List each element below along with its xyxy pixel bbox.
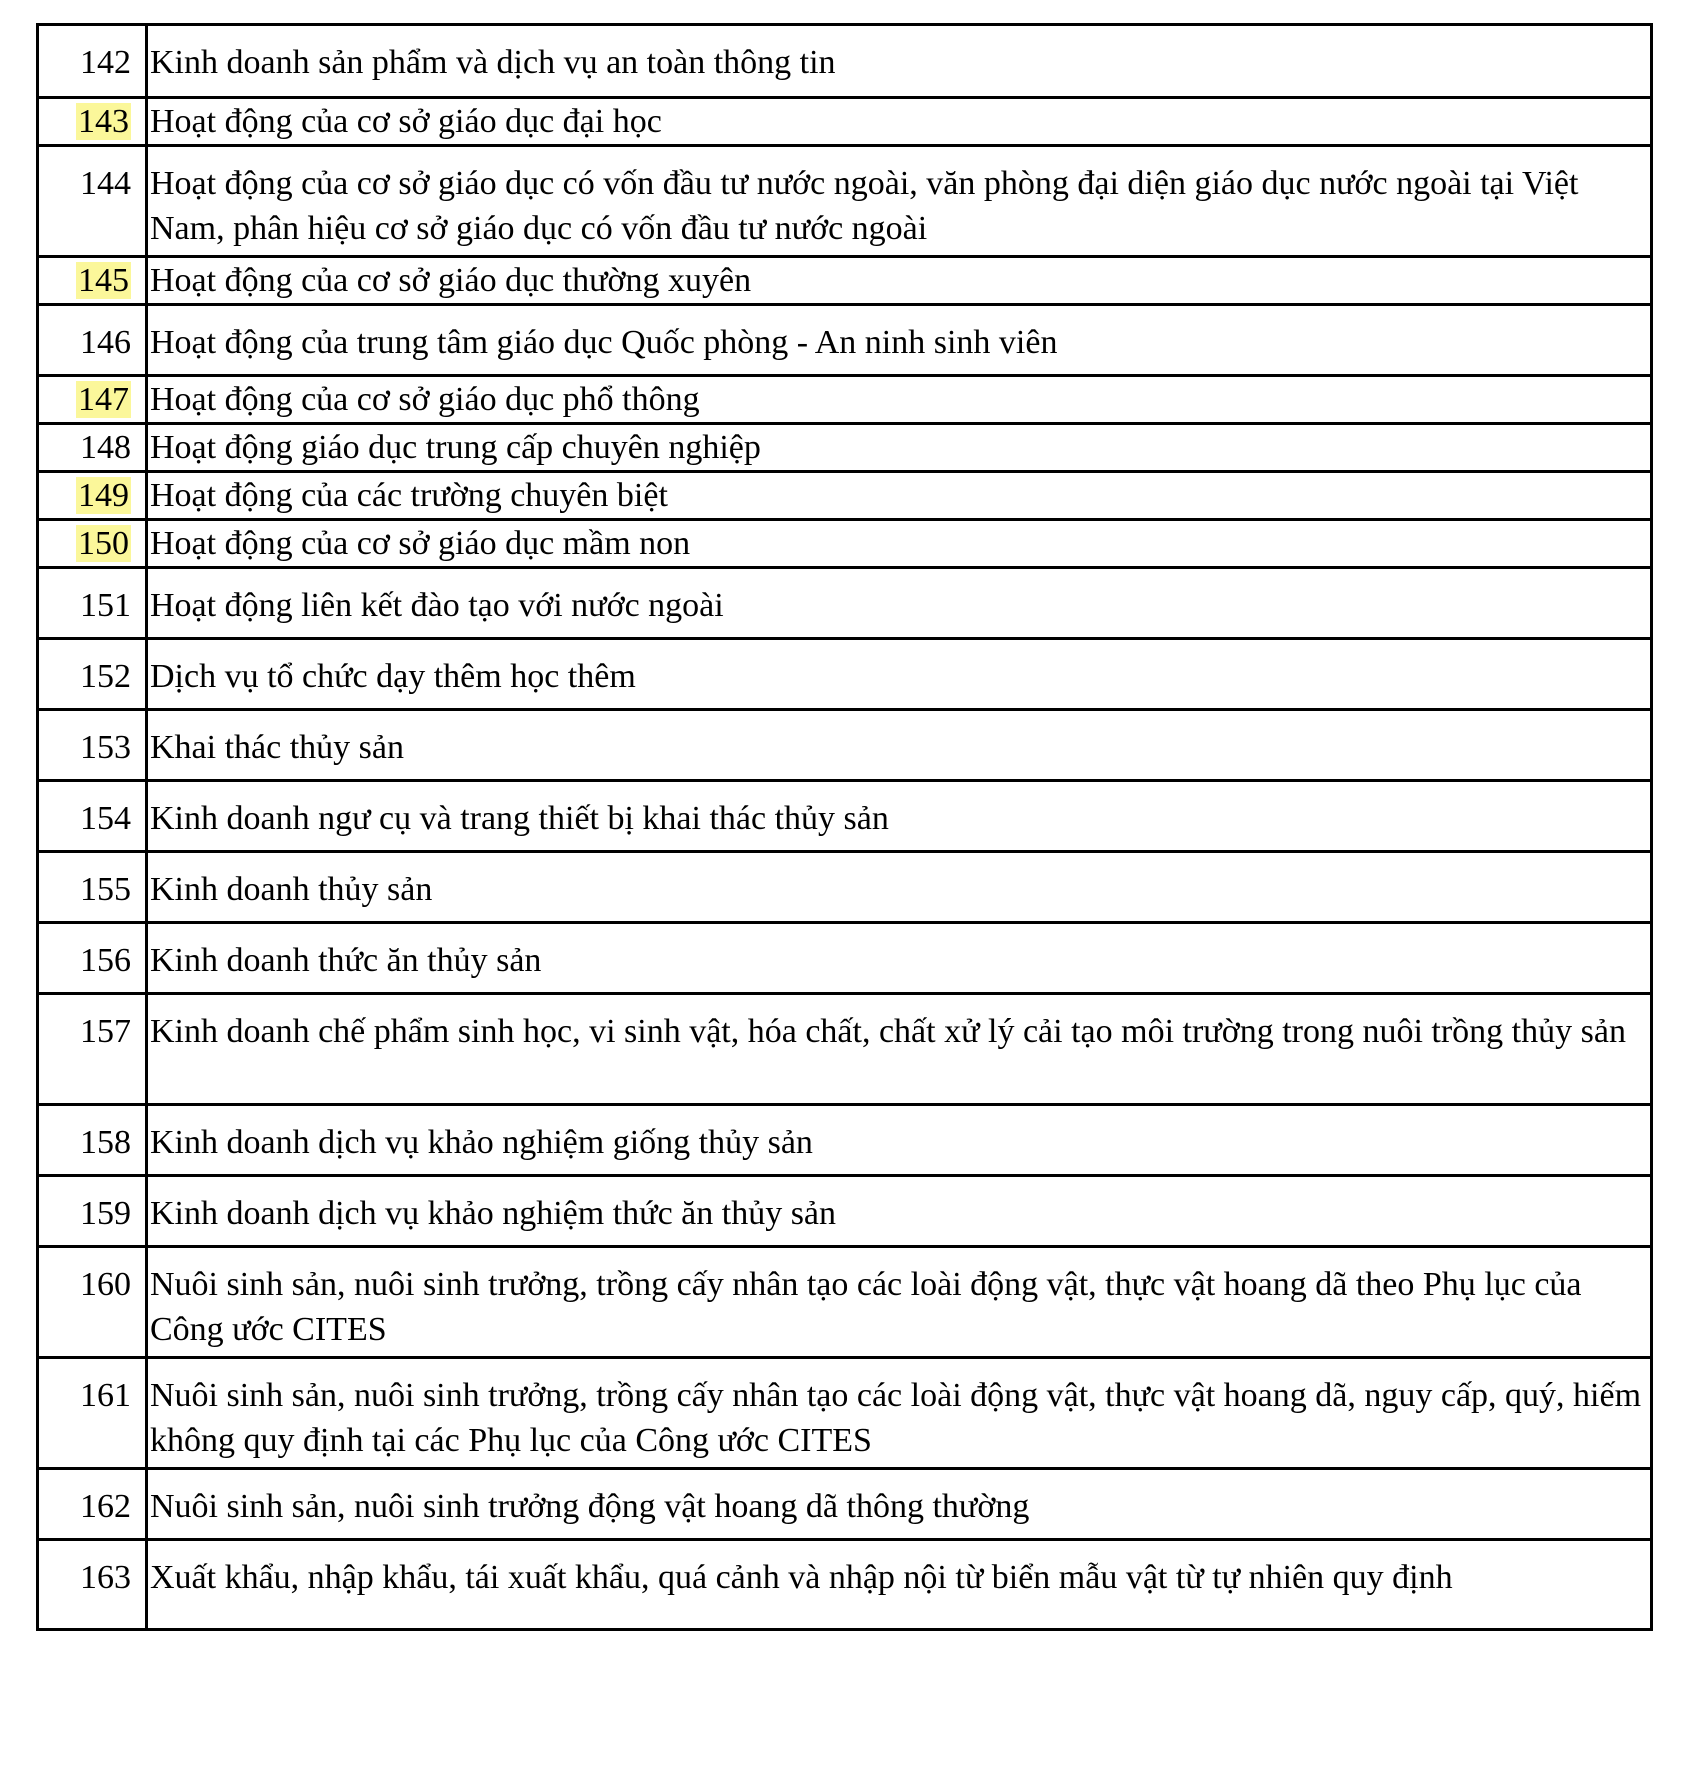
row-number-text: 156 [80, 942, 131, 979]
row-text: Hoạt động của các trường chuyên biệt [147, 472, 1652, 520]
row-number [38, 639, 147, 710]
row-number [38, 781, 147, 852]
row-text: Nuôi sinh sản, nuôi sinh trưởng, trồng cấy nhân tạo các loài động vật, thực vật hoang dã theo Phụ lục của Công ước CITES [147, 1247, 1652, 1358]
row-number [38, 1540, 147, 1630]
row-text: Kinh doanh chế phẩm sinh học, vi sinh vật, hóa chất, chất xử lý cải tạo môi trường trong nuôi trồng thủy sản [147, 994, 1652, 1105]
row-text: Hoạt động của cơ sở giáo dục có vốn đầu tư nước ngoài, văn phòng đại diện giáo dục nước ngoài tại Việt Nam, phân hiệu cơ sở giáo dục có vốn đầu tư nước ngoài [147, 146, 1652, 257]
row-number [38, 994, 147, 1105]
row-text: Hoạt động của cơ sở giáo dục phổ thông [147, 376, 1652, 424]
row-number-text: 153 [80, 729, 131, 766]
row-number-text: 160 [80, 1266, 131, 1303]
row-number [38, 472, 147, 520]
row-number-text: 143 [78, 103, 129, 140]
row-text: Nuôi sinh sản, nuôi sinh trưởng động vật hoang dã thông thường [147, 1469, 1652, 1540]
row-number-text: 152 [80, 658, 131, 695]
row-number-text: 147 [78, 381, 129, 418]
table-row [38, 257, 1652, 305]
table-row [38, 25, 1652, 98]
row-number [38, 146, 147, 257]
row-number [38, 923, 147, 994]
row-text: Hoạt động của cơ sở giáo dục mầm non [147, 520, 1652, 568]
row-number-text: 150 [78, 525, 129, 562]
table-row [38, 1176, 1652, 1247]
row-number [38, 1105, 147, 1176]
row-number-text: 162 [80, 1488, 131, 1525]
table-row [38, 1247, 1652, 1358]
table-row [38, 994, 1652, 1105]
table-row [38, 98, 1652, 146]
row-text: Kinh doanh dịch vụ khảo nghiệm giống thủy sản [147, 1105, 1652, 1176]
table-row [38, 568, 1652, 639]
row-text: Kinh doanh ngư cụ và trang thiết bị khai thác thủy sản [147, 781, 1652, 852]
row-number-text: 148 [80, 429, 131, 466]
row-number [38, 376, 147, 424]
table-row [38, 923, 1652, 994]
row-number [38, 1176, 147, 1247]
row-text: Kinh doanh thức ăn thủy sản [147, 923, 1652, 994]
row-text: Hoạt động giáo dục trung cấp chuyên nghiệp [147, 424, 1652, 472]
row-number-text: 142 [80, 44, 131, 81]
row-number-text: 161 [80, 1377, 131, 1414]
row-number [38, 520, 147, 568]
row-text: Xuất khẩu, nhập khẩu, tái xuất khẩu, quá cảnh và nhập nội từ biển mẫu vật từ tự nhiên quy định [147, 1540, 1652, 1630]
row-number-text: 154 [80, 800, 131, 837]
row-number-text: 155 [80, 871, 131, 908]
table-row [38, 1358, 1652, 1469]
row-number [38, 25, 147, 98]
row-number [38, 1469, 147, 1540]
business-lines-table [36, 23, 1653, 1631]
row-number [38, 568, 147, 639]
table-row [38, 424, 1652, 472]
row-number-text: 157 [80, 1013, 131, 1050]
row-number-text: 151 [80, 587, 131, 624]
row-number [38, 424, 147, 472]
row-number [38, 1247, 147, 1358]
table-row [38, 376, 1652, 424]
table-row [38, 305, 1652, 376]
row-number-text: 146 [80, 324, 131, 361]
table-row [38, 1105, 1652, 1176]
table-row [38, 1469, 1652, 1540]
table-row [38, 639, 1652, 710]
table-row [38, 781, 1652, 852]
row-number-text: 149 [78, 477, 129, 514]
row-number [38, 98, 147, 146]
table-row [38, 710, 1652, 781]
row-number-text: 159 [80, 1195, 131, 1232]
table-row [38, 520, 1652, 568]
table-row [38, 1540, 1652, 1630]
row-number [38, 852, 147, 923]
row-text: Kinh doanh thủy sản [147, 852, 1652, 923]
row-text: Hoạt động liên kết đào tạo với nước ngoài [147, 568, 1652, 639]
row-number-text: 158 [80, 1124, 131, 1161]
row-number [38, 305, 147, 376]
row-text: Hoạt động của trung tâm giáo dục Quốc phòng - An ninh sinh viên [147, 305, 1652, 376]
row-text: Hoạt động của cơ sở giáo dục đại học [147, 98, 1652, 146]
row-text: Kinh doanh sản phẩm và dịch vụ an toàn thông tin [147, 25, 1652, 98]
row-number [38, 710, 147, 781]
row-text: Nuôi sinh sản, nuôi sinh trưởng, trồng cấy nhân tạo các loài động vật, thực vật hoang dã, nguy cấp, quý, hiếm không quy định tại các Phụ lục của Công ước CITES [147, 1358, 1652, 1469]
table-row [38, 472, 1652, 520]
row-number-text: 144 [80, 165, 131, 202]
row-text: Hoạt động của cơ sở giáo dục thường xuyên [147, 257, 1652, 305]
row-number [38, 257, 147, 305]
row-text: Kinh doanh dịch vụ khảo nghiệm thức ăn thủy sản [147, 1176, 1652, 1247]
table-row [38, 146, 1652, 257]
row-number-text: 163 [80, 1559, 131, 1596]
row-text: Dịch vụ tổ chức dạy thêm học thêm [147, 639, 1652, 710]
row-number [38, 1358, 147, 1469]
table-row [38, 852, 1652, 923]
row-number-text: 145 [78, 262, 129, 299]
row-text: Khai thác thủy sản [147, 710, 1652, 781]
